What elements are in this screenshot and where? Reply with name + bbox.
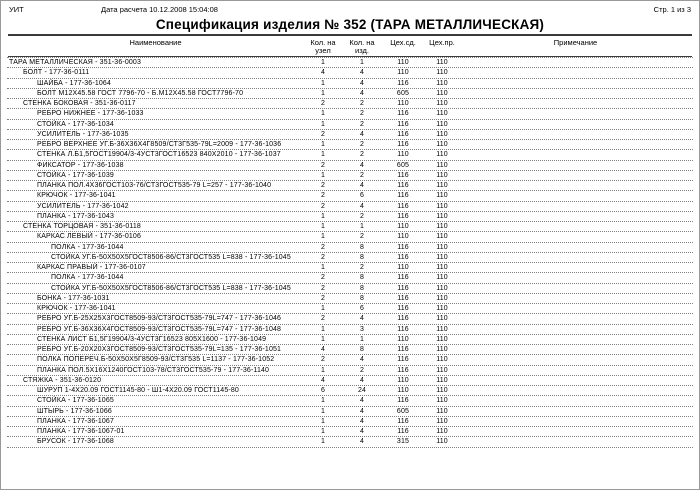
calc-date-label: Дата расчета 10.12.2008 15:04:08: [101, 5, 218, 14]
table-row: [7, 109, 693, 119]
report-title: Спецификация изделия № 352 (ТАРА МЕТАЛЛИЧЕСКАЯ): [155, 17, 545, 32]
shop-pr-cell: 110: [436, 69, 448, 77]
qty-per-item-cell: 4: [359, 438, 365, 446]
part-name-cell: ФИКСАТОР - 177-36-1038: [37, 161, 124, 169]
part-name-cell: ПЛАНКА - 177-36-1067: [37, 417, 115, 425]
shop-pr-cell: 110: [436, 417, 448, 425]
qty-per-unit-cell: 1: [320, 305, 326, 313]
qty-per-item-cell: 4: [359, 79, 365, 87]
table-row: [7, 161, 693, 171]
part-name-cell: РЕБРО УГ.Б-36Х36Х4ГОСТ8509-93/СТ3ГОСТ535-79L=747 - 177-36-1048: [37, 325, 282, 333]
shop-pr-cell: 110: [436, 212, 448, 220]
part-name-cell: УСИЛИТЕЛЬ - 177-36-1035: [37, 130, 129, 138]
table-row: [7, 181, 693, 191]
shop-pr-cell: 110: [436, 89, 448, 97]
table-row: [7, 314, 693, 324]
shop-pr-cell: 110: [436, 325, 448, 333]
qty-per-unit-cell: 2: [320, 284, 326, 292]
qty-per-item-cell: 2: [359, 151, 365, 159]
shop-pr-cell: 110: [436, 151, 448, 159]
shop-sd-cell: 116: [397, 397, 409, 405]
shop-sd-cell: 116: [397, 110, 409, 118]
part-name-cell: СТЕНКА ЛИСТ Б1,5Г19904/3-4УСТ3Г16523 805Х1600 - 177-36-1049: [37, 335, 267, 343]
part-name-cell: БОНКА - 177-36-1031: [37, 294, 110, 302]
shop-sd-cell: 116: [397, 120, 409, 128]
shop-pr-cell: 110: [436, 100, 448, 108]
table-row: [7, 243, 693, 253]
part-name-cell: ТАРА МЕТАЛЛИЧЕСКАЯ - 351-36-0003: [9, 59, 142, 67]
shop-pr-cell: 110: [436, 294, 448, 302]
qty-per-unit-cell: 1: [320, 59, 326, 67]
qty-per-unit-cell: 1: [320, 335, 326, 343]
shop-sd-cell: 110: [397, 151, 409, 159]
col-header-shop-sd: Цех.сд.: [390, 38, 416, 47]
shop-sd-cell: 605: [396, 407, 410, 415]
table-row: [7, 325, 693, 335]
qty-per-unit-cell: 1: [320, 120, 326, 128]
table-row: [7, 345, 693, 355]
shop-sd-cell: 116: [397, 171, 409, 179]
table-row: [7, 232, 693, 242]
shop-sd-cell: 605: [396, 89, 410, 97]
qty-per-unit-cell: 1: [320, 79, 326, 87]
part-name-cell: СТЕНКА БОКОВАЯ - 351-36-0117: [23, 100, 136, 108]
qty-per-unit-cell: 2: [320, 202, 326, 210]
table-row: [7, 304, 693, 314]
table-row: [7, 89, 693, 99]
shop-sd-cell: 110: [397, 233, 409, 241]
qty-per-unit-cell: 2: [320, 243, 326, 251]
part-name-cell: СТЕНКА ТОРЦОВАЯ - 351-36-0118: [23, 223, 141, 231]
shop-pr-cell: 110: [436, 202, 448, 210]
shop-sd-cell: 116: [397, 182, 409, 190]
shop-pr-cell: 110: [436, 243, 448, 251]
qty-per-item-cell: 1: [359, 223, 365, 231]
table-row: [7, 120, 693, 130]
part-name-cell: РЕБРО УГ.Б-25Х25Х3ГОСТ8509-93/СТ3ГОСТ535-79L=747 - 177-36-1046: [37, 315, 282, 323]
shop-sd-cell: 116: [397, 253, 409, 261]
qty-per-item-cell: 8: [359, 253, 365, 261]
shop-pr-cell: 110: [436, 356, 448, 364]
qty-per-unit-cell: 2: [320, 294, 326, 302]
part-name-cell: РЕБРО УГ.Б-20Х20Х3ГОСТ8509-93/СТ3ГОСТ535-79L=135 - 177-36-1051: [37, 346, 282, 354]
qty-per-item-cell: 4: [359, 356, 365, 364]
qty-per-item-cell: 4: [359, 130, 365, 138]
part-name-cell: ШАЙБА - 177-36-1064: [37, 79, 111, 87]
qty-per-unit-cell: 2: [320, 315, 326, 323]
part-name-cell: СТОЙКА - 177-36-1065: [37, 397, 114, 405]
table-row: [7, 191, 693, 201]
shop-pr-cell: 110: [436, 305, 448, 313]
shop-pr-cell: 110: [436, 171, 448, 179]
shop-sd-cell: 116: [397, 346, 409, 354]
col-header-shop-pr: Цех.пр.: [429, 38, 455, 47]
shop-pr-cell: 110: [436, 264, 448, 272]
qty-per-item-cell: 4: [359, 376, 365, 384]
shop-sd-cell: 110: [397, 376, 409, 384]
shop-pr-cell: 110: [436, 110, 448, 118]
shop-pr-cell: 110: [436, 161, 448, 169]
part-name-cell: ШУРУП 1-4Х20.09 ГОСТ1145-80 - Ш1-4Х20.09 ГОСТ1145-80: [37, 387, 239, 395]
qty-per-item-cell: 8: [359, 274, 365, 282]
table-row: [7, 68, 693, 78]
table-row: [7, 396, 693, 406]
qty-per-unit-cell: 1: [320, 141, 326, 149]
qty-per-item-cell: 4: [359, 407, 365, 415]
part-name-cell: КРЮЧОК - 177-36-1041: [37, 305, 116, 313]
part-name-cell: ПЛАНКА ПОЛ.5Х16Х1240ГОСТ103-78/СТ3ГОСТ535-79 - 177-36-1140: [37, 366, 270, 374]
qty-per-item-cell: 4: [359, 202, 365, 210]
qty-per-item-cell: 1: [359, 59, 365, 67]
qty-per-item-cell: 8: [359, 243, 365, 251]
qty-per-unit-cell: 1: [320, 428, 326, 436]
shop-pr-cell: 110: [436, 233, 448, 241]
qty-per-unit-cell: 1: [320, 366, 326, 374]
qty-per-item-cell: 3: [359, 325, 365, 333]
shop-sd-cell: 110: [397, 264, 409, 272]
shop-sd-cell: 116: [397, 305, 409, 313]
table-row: [7, 150, 693, 160]
table-row: [7, 140, 693, 150]
qty-per-item-cell: 2: [359, 110, 365, 118]
part-name-cell: ПЛАНКА - 177-36-1067-01: [37, 428, 125, 436]
qty-per-unit-cell: 1: [320, 110, 326, 118]
part-name-cell: СТОЙКА УГ.Б-50Х50Х5ГОСТ8506-86/СТ3ГОСТ535 L=838 - 177-36-1045: [51, 284, 291, 292]
shop-pr-cell: 110: [436, 59, 448, 67]
qty-per-item-cell: 4: [359, 89, 365, 97]
part-name-cell: ПОЛКА - 177-36-1044: [51, 274, 124, 282]
shop-pr-cell: 110: [436, 120, 448, 128]
qty-per-unit-cell: 1: [320, 89, 326, 97]
shop-pr-cell: 110: [436, 376, 448, 384]
shop-sd-cell: 116: [397, 315, 409, 323]
table-row: [7, 130, 693, 140]
qty-per-unit-cell: 2: [320, 100, 326, 108]
part-name-cell: СТОЙКА УГ.Б-50Х50Х5ГОСТ8506-86/СТ3ГОСТ535 L=838 - 177-36-1045: [51, 253, 291, 261]
qty-per-item-cell: 4: [359, 428, 365, 436]
table-row: [7, 376, 693, 386]
shop-pr-cell: 110: [436, 428, 448, 436]
table-row: [7, 58, 693, 68]
table-row: [7, 355, 693, 365]
table-row: [7, 263, 693, 273]
qty-per-unit-cell: 1: [320, 212, 326, 220]
shop-sd-cell: 110: [397, 223, 409, 231]
table-row: [7, 284, 693, 294]
qty-per-unit-cell: 1: [320, 417, 326, 425]
table-row: [7, 253, 693, 263]
system-label: УИТ: [9, 5, 24, 14]
col-header-qty-unit: Кол. на узел: [310, 38, 336, 55]
col-header-qty-item: Кол. на изд.: [349, 38, 375, 55]
shop-pr-cell: 110: [436, 315, 448, 323]
table-row: [7, 202, 693, 212]
part-name-cell: РЕБРО НИЖНЕЕ - 177-36-1033: [37, 110, 144, 118]
part-name-cell: СТОЙКА - 177-36-1039: [37, 171, 114, 179]
qty-per-item-cell: 2: [359, 212, 365, 220]
qty-per-unit-cell: 2: [320, 182, 326, 190]
qty-per-item-cell: 8: [359, 284, 365, 292]
shop-pr-cell: 110: [436, 141, 448, 149]
shop-sd-cell: 116: [397, 202, 409, 210]
part-name-cell: ПОЛКА - 177-36-1044: [51, 243, 124, 251]
shop-pr-cell: 110: [436, 397, 448, 405]
part-name-cell: УСИЛИТЕЛЬ - 177-36-1042: [37, 202, 129, 210]
part-name-cell: ПОЛКА ПОПЕРЕЧ.Б-50Х50Х5Г8509-93/СТ3Г535 L=1137 - 177-36-1052: [37, 356, 275, 364]
shop-sd-cell: 116: [397, 417, 409, 425]
part-name-cell: БРУСОК - 177-36-1068: [37, 438, 114, 446]
shop-sd-cell: 116: [397, 366, 409, 374]
part-name-cell: КАРКАС ЛЕВЫЙ - 177-36-0106: [37, 233, 141, 241]
table-header-row: [8, 37, 692, 56]
shop-sd-cell: 315: [396, 438, 410, 446]
shop-sd-cell: 605: [396, 161, 410, 169]
qty-per-unit-cell: 2: [320, 274, 326, 282]
shop-sd-cell: 110: [397, 59, 409, 67]
qty-per-item-cell: 8: [359, 294, 365, 302]
shop-sd-cell: 116: [397, 243, 409, 251]
shop-pr-cell: 110: [436, 274, 448, 282]
qty-per-item-cell: 4: [359, 417, 365, 425]
part-name-cell: БОЛТ - 177-36-0111: [23, 69, 90, 77]
part-name-cell: СТЕНКА Л.Б1,5ГОСТ19904/3-4УСТ3ГОСТ16523 840Х2010 - 177-36-1037: [37, 151, 281, 159]
shop-pr-cell: 110: [436, 284, 448, 292]
shop-pr-cell: 110: [436, 223, 448, 231]
shop-pr-cell: 110: [436, 366, 448, 374]
qty-per-item-cell: 4: [359, 397, 365, 405]
qty-per-item-cell: 2: [359, 141, 365, 149]
qty-per-unit-cell: 4: [320, 69, 326, 77]
shop-sd-cell: 116: [397, 428, 409, 436]
qty-per-unit-cell: 1: [320, 171, 326, 179]
shop-pr-cell: 110: [436, 346, 448, 354]
shop-pr-cell: 110: [436, 387, 448, 395]
shop-pr-cell: 110: [436, 192, 448, 200]
qty-per-unit-cell: 1: [320, 438, 326, 446]
table-row: [7, 366, 693, 376]
table-row: [7, 335, 693, 345]
table-row: [7, 427, 693, 437]
page-number-label: Стр. 1 из 3: [653, 5, 691, 14]
table-row: [7, 171, 693, 181]
part-name-cell: БОЛТ М12Х45.58 ГОСТ 7796-70 - Б.М12Х45.58 ГОСТ7796-70: [37, 89, 244, 97]
table-row: [7, 273, 693, 283]
qty-per-item-cell: 2: [359, 264, 365, 272]
qty-per-unit-cell: 2: [320, 192, 326, 200]
report-meta: [1, 1, 699, 14]
part-name-cell: СТОЙКА - 177-36-1034: [37, 120, 114, 128]
shop-sd-cell: 116: [397, 325, 409, 333]
qty-per-item-cell: 1: [359, 335, 365, 343]
shop-sd-cell: 116: [397, 130, 409, 138]
qty-per-unit-cell: 4: [320, 346, 326, 354]
qty-per-item-cell: 24: [357, 387, 367, 395]
shop-sd-cell: 116: [397, 192, 409, 200]
table-row: [7, 79, 693, 89]
shop-pr-cell: 110: [436, 335, 448, 343]
table-row: [7, 222, 693, 232]
part-name-cell: ШТЫРЬ - 177-36-1066: [37, 407, 112, 415]
qty-per-item-cell: 2: [359, 100, 365, 108]
qty-per-unit-cell: 1: [320, 223, 326, 231]
qty-per-unit-cell: 1: [320, 233, 326, 241]
shop-sd-cell: 110: [397, 335, 409, 343]
table-row: [7, 212, 693, 222]
table-row: [7, 386, 693, 396]
qty-per-unit-cell: 1: [320, 397, 326, 405]
qty-per-unit-cell: 2: [320, 130, 326, 138]
shop-pr-cell: 110: [436, 182, 448, 190]
shop-sd-cell: 116: [397, 284, 409, 292]
shop-sd-cell: 116: [397, 356, 409, 364]
table-row: [7, 407, 693, 417]
table-row: [7, 437, 693, 447]
shop-sd-cell: 116: [397, 294, 409, 302]
qty-per-item-cell: 6: [359, 192, 365, 200]
shop-sd-cell: 116: [397, 274, 409, 282]
shop-pr-cell: 110: [436, 253, 448, 261]
part-name-cell: РЕБРО ВЕРХНЕЕ УГ.Б-36Х36Х4Г8509/СТ3Г535-79L=2009 - 177-36-1036: [37, 141, 282, 149]
qty-per-item-cell: 2: [359, 120, 365, 128]
part-name-cell: ПЛАНКА ПОЛ.4Х36ГОСТ103-76/СТ3ГОСТ535-79 L=257 - 177-36-1040: [37, 182, 272, 190]
qty-per-item-cell: 8: [359, 346, 365, 354]
shop-pr-cell: 110: [436, 407, 448, 415]
part-name-cell: КРЮЧОК - 177-36-1041: [37, 192, 116, 200]
qty-per-item-cell: 4: [359, 182, 365, 190]
shop-pr-cell: 110: [436, 438, 448, 446]
qty-per-unit-cell: 1: [320, 325, 326, 333]
shop-pr-cell: 110: [436, 79, 448, 87]
qty-per-item-cell: 4: [359, 315, 365, 323]
shop-sd-cell: 116: [397, 79, 409, 87]
shop-sd-cell: 110: [397, 69, 409, 77]
qty-per-item-cell: 4: [359, 69, 365, 77]
qty-per-item-cell: 2: [359, 233, 365, 241]
qty-per-unit-cell: 1: [320, 151, 326, 159]
table-row: [7, 294, 693, 304]
part-name-cell: СТЯЖКА - 351-36-0120: [23, 376, 102, 384]
part-name-cell: ПЛАНКА - 177-36-1043: [37, 212, 115, 220]
qty-per-item-cell: 2: [359, 366, 365, 374]
qty-per-unit-cell: 4: [320, 376, 326, 384]
qty-per-item-cell: 6: [359, 305, 365, 313]
qty-per-item-cell: 2: [359, 171, 365, 179]
qty-per-unit-cell: 2: [320, 356, 326, 364]
qty-per-unit-cell: 1: [320, 407, 326, 415]
part-name-cell: КАРКАС ПРАВЫЙ - 177-36-0107: [37, 264, 146, 272]
col-header-name: Наименование: [129, 38, 182, 47]
qty-per-unit-cell: 2: [320, 253, 326, 261]
table-row: [7, 417, 693, 427]
shop-sd-cell: 110: [397, 100, 409, 108]
qty-per-unit-cell: 1: [320, 264, 326, 272]
shop-sd-cell: 110: [397, 387, 409, 395]
shop-sd-cell: 116: [397, 212, 409, 220]
col-header-note: Примечание: [553, 38, 598, 47]
qty-per-unit-cell: 6: [320, 387, 326, 395]
qty-per-unit-cell: 2: [320, 161, 326, 169]
qty-per-item-cell: 4: [359, 161, 365, 169]
spec-table: [7, 57, 693, 448]
table-row: [7, 99, 693, 109]
shop-pr-cell: 110: [436, 130, 448, 138]
title-divider: [8, 34, 692, 36]
shop-sd-cell: 116: [397, 141, 409, 149]
